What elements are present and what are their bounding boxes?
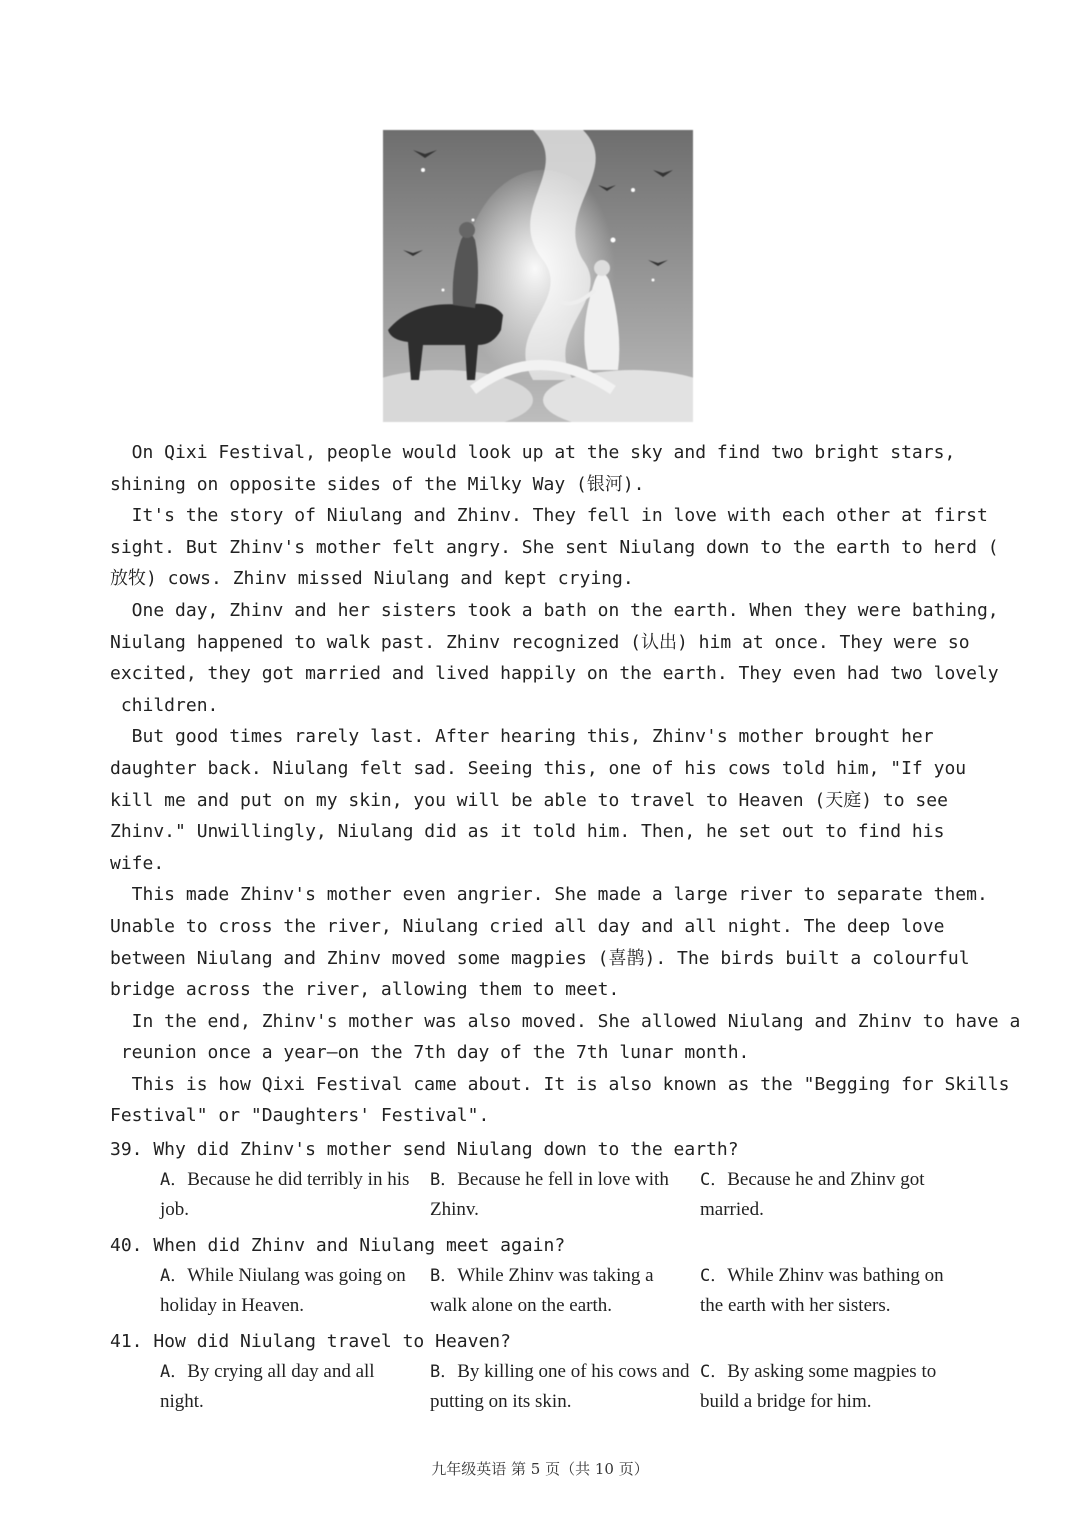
question-stem: 40. When did Zhinv and Niulang meet again? bbox=[110, 1235, 566, 1256]
passage-line: In the end, Zhinv's mother was also moved. She allowed Niulang and Zhinv to have a bbox=[110, 1010, 1021, 1032]
question-stem: 39. Why did Zhinv's mother send Niulang down to the earth? bbox=[110, 1139, 739, 1160]
option-text: While Zhinv was bathing on the earth with her sisters. bbox=[700, 1265, 944, 1316]
answer-option[interactable] bbox=[700, 1357, 970, 1417]
passage-paragraph bbox=[110, 721, 980, 879]
passage-line: reunion once a year—on the 7th day of the 7th lunar month. bbox=[110, 1042, 750, 1064]
passage-line: Festival" or "Daughters' Festival". bbox=[110, 1105, 490, 1127]
passage-line: This made Zhinv's mother even angrier. She made a large river to separate them. bbox=[110, 884, 988, 906]
passage-line: This is how Qixi Festival came about. It is also known as the "Begging for Skills bbox=[110, 1073, 1010, 1095]
option-text: Because he and Zhinv got married. bbox=[700, 1169, 925, 1220]
option-letter: A． bbox=[160, 1170, 188, 1190]
option-letter: B． bbox=[430, 1362, 458, 1382]
answer-option[interactable] bbox=[430, 1261, 700, 1321]
option-letter: C． bbox=[700, 1266, 728, 1286]
passage-line: But good times rarely last. After hearing this, Zhinv's mother brought her bbox=[110, 726, 934, 748]
option-letter: B． bbox=[430, 1170, 458, 1190]
passage-line: 放牧) cows. Zhinv missed Niulang and kept crying. bbox=[110, 568, 634, 590]
answer-option[interactable] bbox=[160, 1261, 430, 1321]
passage-line: One day, Zhinv and her sisters took a bath on the earth. When they were bathing, bbox=[110, 599, 999, 621]
passage-line: Unable to cross the river, Niulang cried all day and all night. The deep love bbox=[110, 915, 945, 937]
question-stem: 41. How did Niulang travel to Heaven? bbox=[110, 1331, 511, 1352]
qixi-festival-illustration bbox=[383, 130, 693, 422]
option-group bbox=[160, 1165, 970, 1225]
option-text: While Zhinv was taking a walk alone on the earth. bbox=[430, 1265, 654, 1316]
option-group bbox=[160, 1261, 970, 1321]
passage-paragraph bbox=[110, 879, 988, 1005]
passage-line: daughter back. Niulang felt sad. Seeing this, one of his cows told him, "If you bbox=[110, 757, 967, 779]
option-group bbox=[160, 1357, 970, 1417]
passage-paragraph bbox=[110, 1069, 1010, 1132]
option-letter: A． bbox=[160, 1362, 188, 1382]
passage-line: excited, they got married and lived happily on the earth. They even had two lovely bbox=[110, 663, 999, 685]
passage-line: shining on opposite sides of the Milky Way (银河). bbox=[110, 473, 645, 495]
page-footer: 九年级英语 第 5 页（共 10 页） bbox=[431, 1460, 649, 1478]
option-text: Because he did terribly in his job. bbox=[160, 1169, 410, 1220]
passage-line: kill me and put on my skin, you will be able to travel to Heaven (天庭) to see bbox=[110, 789, 948, 811]
passage-line: sight. But Zhinv's mother felt angry. She sent Niulang down to the earth to herd ( bbox=[110, 536, 999, 558]
option-letter: C． bbox=[700, 1170, 728, 1190]
passage-line: bridge across the river, allowing them to meet. bbox=[110, 979, 620, 1001]
answer-option[interactable] bbox=[430, 1357, 700, 1417]
passage-line: children. bbox=[110, 694, 219, 716]
passage-line: Niulang happened to walk past. Zhinv recognized (认出) him at once. They were so bbox=[110, 631, 970, 653]
reading-passage bbox=[110, 437, 1021, 1132]
passage-paragraph bbox=[110, 437, 980, 500]
answer-option[interactable] bbox=[160, 1165, 430, 1225]
answer-option[interactable] bbox=[160, 1357, 430, 1417]
answer-option[interactable] bbox=[700, 1261, 970, 1321]
option-letter: C． bbox=[700, 1362, 728, 1382]
option-text: By killing one of his cows and putting on its skin. bbox=[430, 1361, 690, 1412]
option-text: By asking some magpies to build a bridge for him. bbox=[700, 1361, 937, 1412]
option-text: Because he fell in love with Zhinv. bbox=[430, 1169, 669, 1220]
passage-line: between Niulang and Zhinv moved some magpies (喜鹊). The birds built a colourful bbox=[110, 947, 970, 969]
passage-line: Zhinv." Unwillingly, Niulang did as it told him. Then, he set out to find his bbox=[110, 821, 945, 843]
passage-paragraph bbox=[110, 595, 999, 721]
question-list bbox=[110, 1135, 980, 1423]
passage-line: wife. bbox=[110, 852, 165, 874]
option-letter: B． bbox=[430, 1266, 458, 1286]
passage-paragraph bbox=[110, 1006, 1021, 1069]
passage-line: On Qixi Festival, people would look up at the sky and find two bright stars, bbox=[110, 442, 956, 463]
option-letter: A． bbox=[160, 1266, 188, 1286]
option-text: While Niulang was going on holiday in Heaven. bbox=[160, 1265, 406, 1316]
answer-option[interactable] bbox=[700, 1165, 970, 1225]
passage-paragraph bbox=[110, 500, 999, 595]
passage-line: It's the story of Niulang and Zhinv. They fell in love with each other at first bbox=[110, 505, 988, 527]
option-text: By crying all day and all night. bbox=[160, 1361, 375, 1412]
answer-option[interactable] bbox=[430, 1165, 700, 1225]
